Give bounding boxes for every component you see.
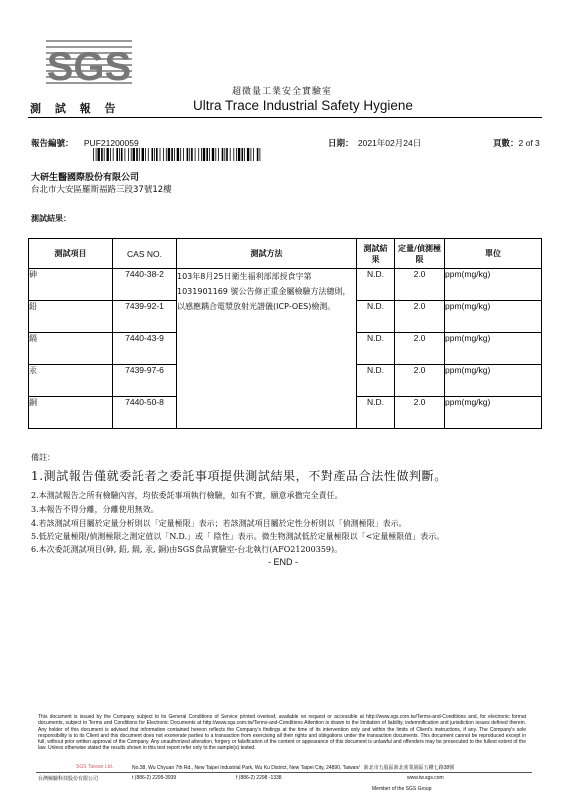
notes-label: 備註： (31, 453, 55, 462)
row-result: N.D. (357, 301, 395, 333)
table-row (29, 269, 542, 301)
lab-name-cn: 超微量工業安全實驗室 (232, 87, 333, 97)
row-unit: ppm(mg/kg) (445, 365, 542, 397)
sgs-logo (44, 38, 134, 90)
row-item: 汞 (29, 365, 113, 397)
row-limit: 2.0 (395, 269, 445, 301)
row-result: N.D. (357, 333, 395, 365)
page-number-label: 頁數： (493, 139, 519, 149)
header-method: 測試方法 (177, 239, 357, 269)
client-address: 台北市大安區羅斯福路三段37號12樓 (31, 185, 172, 195)
row-cas: 7440-50-8 (113, 397, 177, 429)
footer-address-en: No.38, Wu Chyuan 7th Rd., New Taipei Industrial Park, Wu Ku District, New Taipei City, 24890, Taiwan/ (132, 765, 360, 771)
footer-company-en: SGS Taiwan Ltd. (76, 764, 114, 770)
results-label: 測試結果： (31, 213, 71, 223)
end-marker: - END - (268, 557, 298, 567)
results-table (28, 238, 542, 429)
row-limit: 2.0 (395, 333, 445, 365)
row-cas: 7440-43-9 (113, 333, 177, 365)
row-item: 砷 (29, 269, 113, 301)
report-date-label: 日期： (328, 139, 354, 149)
note-item: 1.測試報告僅就委託者之委託事項提供測試結果，不對產品合法性做判斷。 (31, 469, 447, 483)
client-company: 大研生醫國際股份有限公司 (31, 173, 140, 183)
footer-divider (36, 772, 532, 773)
report-number-value: PUF21200059 (83, 138, 139, 148)
footer-company-cn: 台灣檢驗科技股份有限公司 (38, 776, 99, 782)
row-unit: ppm(mg/kg) (445, 301, 542, 333)
row-limit: 2.0 (395, 301, 445, 333)
row-cas: 7439-92-1 (113, 301, 177, 333)
header-item: 測試項目 (29, 239, 113, 269)
footer-tel: t (886-2) 2299-3939 (132, 775, 177, 781)
note-item: 5.低於定量極限/偵測極限之測定值以「N.D.」或「 陰性」表示。微生物測試低於定量極限以「<定量極限值」表示。 (31, 532, 445, 541)
header-result: 測試結果 (357, 239, 395, 269)
row-item: 銅 (29, 397, 113, 429)
report-number-label: 報告編號： (31, 139, 74, 149)
footer-website: www.tw.sgs.com (407, 775, 444, 781)
method-cell: 103年8月25日衛生福利部部授食字第1031901169 號公告修正重金屬檢驗方法總則，以感應耦合電漿放射光譜儀(ICP-OES)檢測。 (177, 269, 357, 429)
logo-text: SGS (46, 45, 132, 89)
legal-disclaimer: This document is issued by the Company subject to its General Conditions of Service printed overleaf, available on request or accessible at http://www.sgs.com.tw/Terms-and-Conditions and, for electronic format documents, subject to Terms and Conditions for Electronic Documents at http://www.sgs.com.tw/Terms-and-Conditions Attention is drawn to the limitation of liability, indemnification and jurisdiction issues defined therein. Any holder of this document is advised that information contained hereon reflects the Company's findings at the time of its intervention only and within the limits of Client's instructions, if any. The Company's sole responsibility is to its Client and this document does not exonerate parties to a transaction from exercising all their rights and obligations under the transaction documents. This document cannot be reproduced except in full, without prior written approval of the Company. Any unauthorized alteration, forgery or falsification of the content or appearance of this document is unlawful and offenders may be prosecuted to the fullest extent of the law. Unless otherwise stated the results shown in this test report refer only to the sample(s) tested. (38, 714, 526, 752)
footer-address (132, 764, 532, 771)
row-cas: 7440-38-2 (113, 269, 177, 301)
footer-member: Member of the SGS Group (372, 786, 432, 792)
row-limit: 2.0 (395, 397, 445, 429)
page-number-value: 2 of 3 (518, 138, 540, 148)
note-item: 2.本測試報告之所有檢驗內容，均依委託事項執行檢驗，如有不實，願意承擔完全責任。 (31, 491, 343, 500)
row-result: N.D. (357, 269, 395, 301)
row-limit: 2.0 (395, 365, 445, 397)
row-unit: ppm(mg/kg) (445, 397, 542, 429)
page-number (493, 137, 540, 149)
row-result: N.D. (357, 397, 395, 429)
header-cas: CAS NO. (113, 239, 177, 269)
footer-fax: f (886-2) 2298 -1338 (236, 775, 282, 781)
row-item: 鎘 (29, 333, 113, 365)
footer-address-cn: 新北市五股區新北產業園區五權七路38號 (363, 765, 455, 771)
report-date-value: 2021年02月24日 (357, 138, 422, 148)
row-unit: ppm(mg/kg) (445, 333, 542, 365)
header-divider (28, 117, 542, 118)
report-barcode (93, 148, 263, 161)
note-item: 6.本次委託測試項目(砷, 鉛, 鎘, 汞, 銅)由SGS食品實驗室-台北執行(AFO21200359)。 (31, 545, 343, 554)
note-item: 4.若該測試項目屬於定量分析則以「定量極限」表示；若該測試項目屬於定性分析則以「偵測極限」表示。 (31, 519, 407, 528)
row-item: 鉛 (29, 301, 113, 333)
table-header-row (29, 239, 542, 269)
row-result: N.D. (357, 365, 395, 397)
report-date (328, 137, 421, 149)
report-title: 測 試 報 告 (30, 102, 121, 115)
header-unit: 單位 (445, 239, 542, 269)
lab-name-en: Ultra Trace Industrial Safety Hygiene (193, 98, 413, 113)
note-item: 3.本報告不得分離，分離使用無效。 (31, 505, 159, 514)
header-limit: 定量/偵測極限 (395, 239, 445, 269)
row-unit: ppm(mg/kg) (445, 269, 542, 301)
row-cas: 7439-97-6 (113, 365, 177, 397)
